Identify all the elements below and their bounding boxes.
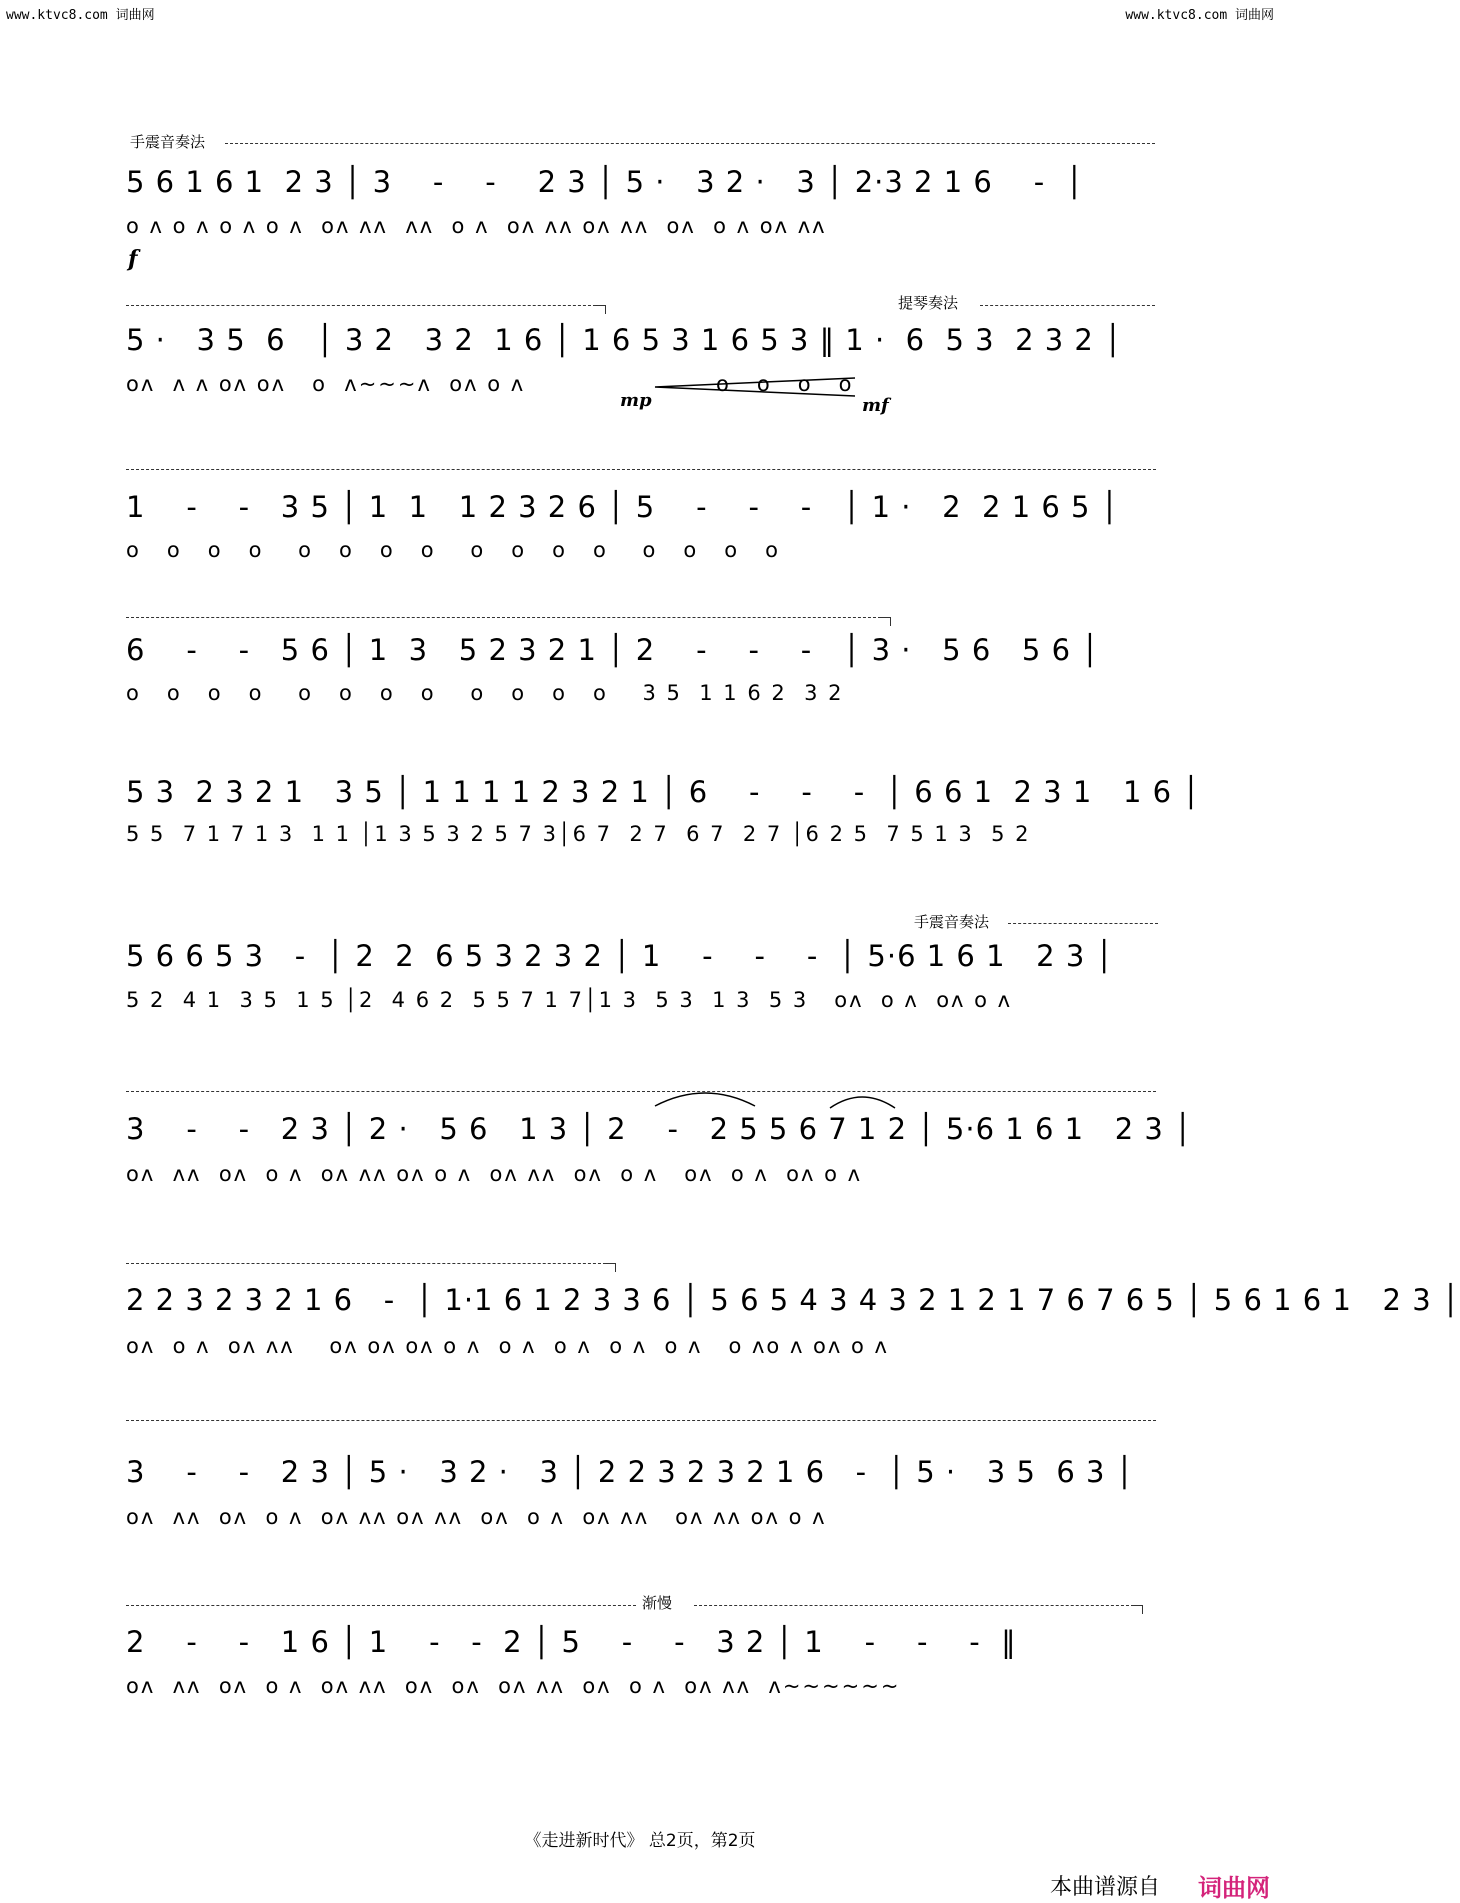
technique-dashed-line bbox=[126, 305, 601, 306]
fingering-line-2: oʌ ʌ ʌ oʌ oʌ o ʌ~~~ʌ oʌ o ʌ o o o o bbox=[126, 372, 854, 396]
technique-dashed-line bbox=[694, 1605, 1134, 1606]
site-logo[interactable]: 词曲网 bbox=[1198, 1874, 1270, 1902]
notation-line-9: 3 - - 2 3 │ 5 · 3 2 · 3 │ 2 2 3 2 3 2 1 6 - │ 5 · 3 5 6 3 │ bbox=[126, 1455, 1135, 1489]
site-watermark-left[interactable]: www.ktvc8.com 词曲网 bbox=[6, 8, 155, 23]
fingering-line-6: 5 2 4 1 3 5 1 5 │2 4 6 2 5 5 7 1 7│1 3 5 3 1 3 5 3 oʌ o ʌ oʌ o ʌ bbox=[126, 988, 1013, 1012]
technique-label-tremolo: 手震音奏法 bbox=[910, 911, 993, 932]
technique-dashed-line bbox=[126, 617, 886, 618]
technique-dashed-line bbox=[126, 1420, 1156, 1421]
notation-line-1: 5 6 1 6 1 2 3 │ 3 - - 2 3 │ 5 · 3 2 · 3 │ 2·3 2 1 6 - │ bbox=[126, 165, 1085, 199]
notation-line-3: 1 - - 3 5 │ 1 1 1 2 3 2 6 │ 5 - - - │ 1 · 2 2 1 6 5 │ bbox=[126, 490, 1120, 524]
dynamic-forte: f bbox=[128, 246, 138, 272]
fingering-line-8: oʌ o ʌ oʌ ʌʌ oʌ oʌ oʌ o ʌ o ʌ o ʌ o ʌ o ʌ o ʌo ʌ oʌ o ʌ bbox=[126, 1334, 889, 1358]
site-watermark-right[interactable]: www.ktvc8.com 词曲网 bbox=[1125, 8, 1274, 23]
technique-dashed-line bbox=[126, 1263, 611, 1264]
technique-dashed-line bbox=[126, 1091, 1156, 1092]
fingering-line-7: oʌ ʌʌ oʌ o ʌ oʌ ʌʌ oʌ o ʌ oʌ ʌʌ oʌ o ʌ oʌ o ʌ oʌ o ʌ bbox=[126, 1162, 863, 1186]
technique-dashed-line bbox=[1008, 923, 1158, 924]
fingering-line-5: 5 5 7 1 7 1 3 1 1 │1 3 5 3 2 5 7 3│6 7 2 7 6 7 2 7 │6 2 5 7 5 1 3 5 2 bbox=[126, 822, 1031, 846]
bracket-end bbox=[1132, 1605, 1143, 1614]
page-footer: 《走进新时代》 总2页，第2页 bbox=[524, 1831, 756, 1851]
notation-line-10: 2 - - 1 6 │ 1 - - 2 │ 5 - - 3 2 │ 1 - - - ‖ bbox=[126, 1625, 1017, 1659]
fingering-line-10: oʌ ʌʌ oʌ o ʌ oʌ ʌʌ oʌ oʌ oʌ ʌʌ oʌ o ʌ oʌ ʌʌ ʌ~~~~~~ bbox=[126, 1674, 901, 1698]
technique-dashed-line bbox=[225, 143, 1155, 144]
fingering-line-3: o o o o o o o o o o o o o o o o bbox=[126, 538, 780, 562]
technique-label-tremolo: 手震音奏法 bbox=[126, 131, 209, 152]
technique-label-pizzicato: 提琴奏法 bbox=[894, 292, 962, 313]
notation-line-5: 5 3 2 3 2 1 3 5 │ 1 1 1 1 2 3 2 1 │ 6 - - - │ 6 6 1 2 3 1 1 6 │ bbox=[126, 775, 1201, 809]
notation-line-8: 2 2 3 2 3 2 1 6 - │ 1·1 6 1 2 3 3 6 │ 5 6 5 4 3 4 3 2 1 2 1 7 6 7 6 5 │ 5 6 1 6 1 2 3 │ bbox=[126, 1283, 1460, 1317]
bracket-end bbox=[595, 305, 606, 314]
notation-line-2: 5 · 3 5 6 │ 3 2 3 2 1 6 │ 1 6 5 3 1 6 5 3 ‖ 1 · 6 5 3 2 3 2 │ bbox=[126, 323, 1123, 357]
technique-dashed-line bbox=[126, 469, 1156, 470]
notation-line-7: 3 - - 2 3 │ 2 · 5 6 1 3 │ 2 - 2 5 5 6 7 1 2 │ 5·6 1 6 1 2 3 │ bbox=[126, 1112, 1193, 1146]
crescendo-hairpin-icon bbox=[650, 374, 860, 400]
source-label: 本曲谱源自 bbox=[1049, 1875, 1160, 1900]
notation-line-4: 6 - - 5 6 │ 1 3 5 2 3 2 1 │ 2 - - - │ 3 · 5 6 5 6 │ bbox=[126, 633, 1100, 667]
technique-label-ritardando: 渐慢 bbox=[638, 1592, 676, 1613]
fingering-line-9: oʌ ʌʌ oʌ o ʌ oʌ ʌʌ oʌ ʌʌ oʌ o ʌ oʌ ʌʌ oʌ ʌʌ oʌ o ʌ bbox=[126, 1505, 827, 1529]
technique-dashed-line bbox=[980, 305, 1155, 306]
slur-icon bbox=[650, 1086, 760, 1108]
technique-dashed-line bbox=[126, 1605, 636, 1606]
slur-icon bbox=[825, 1090, 900, 1110]
notation-line-6: 5 6 6 5 3 - │ 2 2 6 5 3 2 3 2 │ 1 - - - │ 5·6 1 6 1 2 3 │ bbox=[126, 939, 1114, 973]
fingering-line-1: o ʌ o ʌ o ʌ o ʌ oʌ ʌʌ ʌʌ o ʌ oʌ ʌʌ oʌ ʌʌ oʌ o ʌ oʌ ʌʌ bbox=[126, 214, 827, 238]
fingering-line-4: o o o o o o o o o o o o 3 5 1 1 6 2 3 2 bbox=[126, 681, 844, 705]
bracket-end bbox=[605, 1263, 616, 1272]
dynamic-mezzo-forte: mf bbox=[862, 395, 889, 416]
dynamic-mezzo-piano: mp bbox=[620, 390, 652, 411]
bracket-end bbox=[880, 617, 891, 626]
